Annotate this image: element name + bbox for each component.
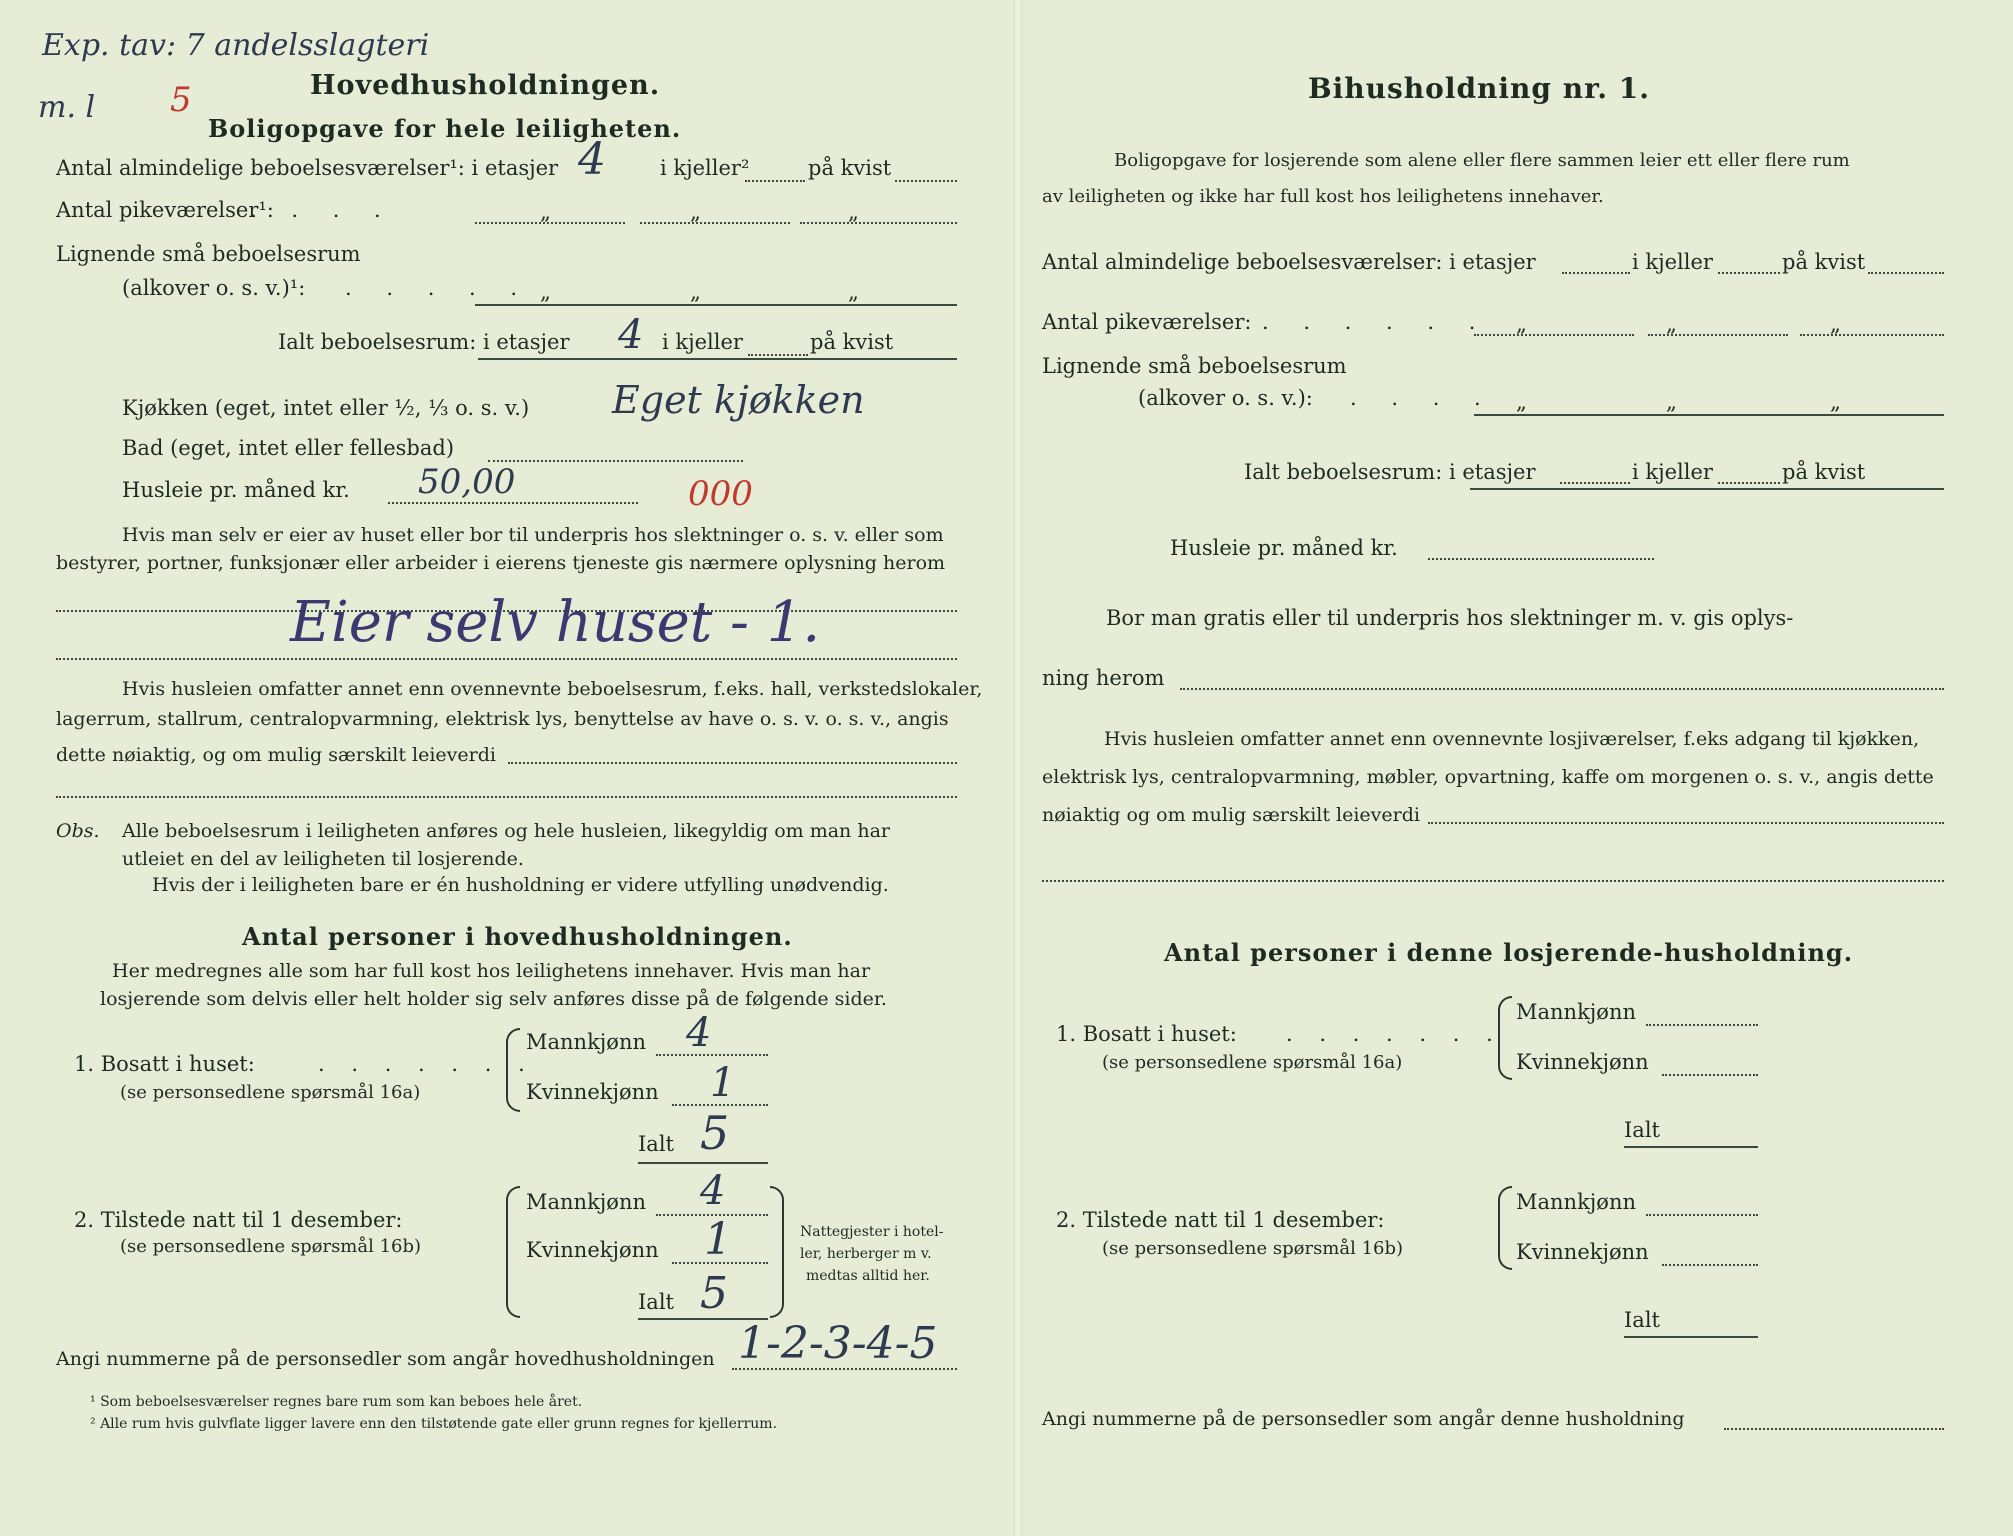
small-ditto-1: „ <box>540 280 551 304</box>
owner-text-2: bestyrer, portner, funksjonær eller arbeider i eierens tjeneste gis nærmere oplysning herom <box>56 552 946 574</box>
q2-label: 2. Tilstede natt til 1 desember: <box>74 1208 403 1232</box>
obs-text-2: utleiet en del av leiligheten til losjerende. <box>122 848 524 870</box>
pike-label: Antal pikeværelser¹: <box>56 198 274 222</box>
total-etasjer-value: 4 <box>618 312 644 358</box>
q1-brace <box>506 1028 520 1112</box>
right-title: Bihusholdning nr. 1. <box>1308 72 1650 105</box>
right-q1-male-label: Mannkjønn <box>1516 1000 1637 1024</box>
page-fold <box>1013 0 1023 1536</box>
right-q2-label: 2. Tilstede natt til 1 desember: <box>1056 1208 1385 1232</box>
numbers-value: 1-2-3-4-5 <box>738 1318 938 1369</box>
q1-ialt-label: Ialt <box>638 1132 674 1156</box>
q1-female-label: Kvinnekjønn <box>526 1080 659 1104</box>
q2-total-value: 5 <box>700 1268 728 1319</box>
rent-label: Husleie pr. måned kr. <box>122 478 350 502</box>
pike-dots: . . . . <box>250 198 395 222</box>
guests-note-2: ler, herberger m v. <box>800 1246 932 1262</box>
q2-brace <box>506 1186 520 1318</box>
kitchen-value: Eget kjøkken <box>612 378 865 422</box>
right-small-ditto-2: „ <box>1666 390 1677 414</box>
pike-kvist-field <box>800 222 957 224</box>
rooms-kvist-label: på kvist <box>808 156 892 180</box>
small-rooms-label: Lignende små beboelsesrum <box>56 242 361 266</box>
right-pike-field-1 <box>1474 334 1634 336</box>
pike-ditto-2: „ <box>690 200 701 224</box>
pike-ditto-1: „ <box>540 200 551 224</box>
right-pike-ditto-2: „ <box>1666 312 1677 336</box>
corner-mark: m. l <box>38 90 96 125</box>
right-rooms-kvist-field <box>1868 272 1944 274</box>
right-q2-ialt-label: Ialt <box>1624 1308 1660 1332</box>
right-intro-2: av leiligheten og ikke har full kost hos leilighetens innehaver. <box>1042 186 1604 207</box>
right-pike-ditto-1: „ <box>1516 312 1527 336</box>
persons-title: Antal personer i hovedhusholdningen. <box>242 922 793 951</box>
right-total-label: Ialt beboelsesrum: i etasjer <box>1244 460 1536 484</box>
pike-kjeller-field <box>640 222 790 224</box>
right-q1-label: 1. Bosatt i huset: <box>1056 1022 1237 1046</box>
q1-label: 1. Bosatt i huset: <box>74 1052 255 1076</box>
extra-text-3: dette nøiaktig, og om mulig særskilt leieverdi <box>56 744 496 766</box>
q1-dots: . . . . . . . <box>318 1052 535 1076</box>
q1-male-label: Mannkjønn <box>526 1030 647 1054</box>
right-rent-field <box>1428 558 1654 560</box>
right-rooms-kvist: på kvist <box>1782 250 1866 274</box>
pike-ditto-3: „ <box>848 200 859 224</box>
extra-text-1: Hvis husleien omfatter annet enn ovennevnte beboelsesrum, f.eks. hall, verkstedslokaler, <box>122 678 983 700</box>
footnote-1: ¹ Som beboelsesværelser regnes bare rum som kan beboes hele året. <box>90 1394 583 1410</box>
right-q2-sub: (se personsedlene spørsmål 16b) <box>1102 1238 1404 1259</box>
q2-female-value: 1 <box>704 1214 732 1265</box>
right-q1-sub: (se personsedlene spørsmål 16a) <box>1102 1052 1403 1073</box>
q2-male-label: Mannkjønn <box>526 1190 647 1214</box>
total-kvist-label: på kvist <box>810 330 894 354</box>
total-rooms-label: Ialt beboelsesrum: i etasjer <box>278 330 570 354</box>
rooms-kvist-field <box>895 180 957 182</box>
rooms-kjeller-field <box>745 180 805 182</box>
guests-note-1: Nattegjester i hotel- <box>800 1224 944 1240</box>
owner-line-2 <box>56 658 957 660</box>
kitchen-label: Kjøkken (eget, intet eller ½, ⅓ o. s. v.) <box>122 396 530 420</box>
q2-male-value: 4 <box>700 1168 726 1214</box>
right-q2-total-line <box>1624 1336 1758 1338</box>
obs-label: Obs. <box>56 820 100 842</box>
right-q1-dots: . . . . . . . <box>1286 1022 1503 1046</box>
right-extra-text-2: elektrisk lys, centralopvarmning, møbler, opvartning, kaffe om morgenen o. s. v., angis dette <box>1042 766 1934 788</box>
right-small-rooms-label: Lignende små beboelsesrum <box>1042 354 1347 378</box>
rooms-kjeller-label: i kjeller² <box>660 156 750 180</box>
right-total-etasjer-field <box>1560 482 1630 484</box>
q2-ialt-label: Ialt <box>638 1290 674 1314</box>
small-rooms-field <box>475 304 957 306</box>
right-rooms-kjeller-field <box>1718 272 1780 274</box>
right-gratis-text-2: ning herom <box>1042 666 1165 690</box>
right-q2-female-label: Kvinnekjønn <box>1516 1240 1649 1264</box>
owner-value: Eier selv huset - 1. <box>290 590 821 655</box>
left-subtitle: Boligopgave for hele leiligheten. <box>208 114 682 143</box>
q1-female-value: 1 <box>710 1060 736 1106</box>
bath-field <box>488 460 743 462</box>
right-extra-text-1: Hvis husleien omfatter annet enn ovennevnte losjiværelser, f.eks adgang til kjøkken, <box>1104 728 1920 750</box>
right-total-kvist: på kvist <box>1782 460 1866 484</box>
right-rooms-kjeller: i kjeller <box>1632 250 1713 274</box>
right-q1-brace <box>1498 996 1512 1080</box>
persons-text-1: Her medregnes alle som har full kost hos leilighetens innehaver. Hvis man har <box>112 960 871 982</box>
right-small-ditto-3: „ <box>1830 390 1841 414</box>
numbers-field <box>732 1368 957 1370</box>
right-numbers-field <box>1724 1428 1944 1430</box>
total-underline <box>478 358 957 360</box>
small-ditto-3: „ <box>848 280 859 304</box>
right-total-kjeller: i kjeller <box>1632 460 1713 484</box>
right-q1-ialt-label: Ialt <box>1624 1118 1660 1142</box>
right-total-underline <box>1470 488 1944 490</box>
right-small-rooms-field <box>1474 414 1944 416</box>
right-q1-female-label: Kvinnekjønn <box>1516 1050 1649 1074</box>
right-small-rooms-sub: (alkover o. s. v.): <box>1138 386 1313 410</box>
extra-text-2: lagerrum, stallrum, centralopvarmning, elektrisk lys, benyttelse av have o. s. v. o. s. v., angis <box>56 708 949 730</box>
small-rooms-sub: (alkover o. s. v.)¹: <box>122 276 306 300</box>
q1-total-line <box>638 1162 768 1164</box>
right-pike-field-3 <box>1800 334 1944 336</box>
right-q2-female-field <box>1662 1264 1758 1266</box>
right-q1-female-field <box>1662 1074 1758 1076</box>
q1-sub: (se personsedlene spørsmål 16a) <box>120 1082 421 1103</box>
right-small-ditto-1: „ <box>1516 390 1527 414</box>
corner-note: Exp. tav: 7 andelsslagteri <box>42 28 430 63</box>
q1-male-value: 4 <box>686 1010 712 1056</box>
persons-text-2: losjerende som delvis eller helt holder sig selv anføres disse på de følgende sider. <box>100 988 887 1010</box>
extra-field-1 <box>508 762 957 764</box>
right-pike-ditto-3: „ <box>1830 312 1841 336</box>
q2-female-field <box>672 1262 768 1264</box>
right-pike-label: Antal pikeværelser: <box>1042 310 1252 334</box>
obs-text-1: Alle beboelsesrum i leiligheten anføres og hele husleien, likegyldig om man har <box>122 820 890 842</box>
right-q2-male-field <box>1646 1214 1758 1216</box>
guests-note-3: medtas alltid her. <box>806 1268 930 1284</box>
owner-text-1: Hvis man selv er eier av huset eller bor til underpris hos slektninger o. s. v. eller som <box>122 524 944 546</box>
right-q1-male-field <box>1646 1024 1758 1026</box>
q1-total-value: 5 <box>700 1106 730 1160</box>
right-rent-label: Husleie pr. måned kr. <box>1170 536 1398 560</box>
q2-sub: (se personsedlene spørsmål 16b) <box>120 1236 422 1257</box>
right-numbers-label: Angi nummerne på de personsedler som angår denne husholdning <box>1042 1408 1685 1430</box>
q1-male-field <box>656 1054 768 1056</box>
small-ditto-2: „ <box>690 280 701 304</box>
rent-red-mark: 000 <box>688 474 753 514</box>
right-q2-brace <box>1498 1186 1512 1270</box>
right-persons-title: Antal personer i denne losjerende-husholdning. <box>1164 938 1854 967</box>
right-extra-text-3: nøiaktig og om mulig særskilt leieverdi <box>1042 804 1420 826</box>
rent-field <box>388 502 638 504</box>
bath-label: Bad (eget, intet eller fellesbad) <box>122 436 455 460</box>
left-title: Hovedhusholdningen. <box>310 70 661 101</box>
footnote-2: ² Alle rum hvis gulvflate ligger lavere enn den tilstøtende gate eller grunn regnes for kjellerrum. <box>90 1416 778 1432</box>
right-rooms-etasjer-field <box>1562 272 1630 274</box>
rooms-etasjer-value: 4 <box>578 134 606 185</box>
q2-right-brace <box>770 1186 784 1318</box>
right-extra-field-2 <box>1042 880 1944 882</box>
q2-female-label: Kvinnekjønn <box>526 1238 659 1262</box>
corner-number: 5 <box>170 80 192 120</box>
numbers-label: Angi nummerne på de personsedler som angår hovedhusholdningen <box>56 1348 715 1370</box>
right-rooms-label: Antal almindelige beboelsesværelser: i etasjer <box>1042 250 1536 274</box>
right-total-kjeller-field <box>1718 482 1780 484</box>
rent-value: 50,00 <box>418 462 516 502</box>
right-gratis-text-1: Bor man gratis eller til underpris hos slektninger m. v. gis oplys- <box>1106 606 1794 630</box>
right-q1-total-line <box>1624 1146 1758 1148</box>
right-q2-male-label: Mannkjønn <box>1516 1190 1637 1214</box>
extra-field-2 <box>56 796 957 798</box>
small-rooms-dots: . . . . . <box>345 276 532 300</box>
right-gratis-field <box>1180 688 1944 690</box>
rooms-label: Antal almindelige beboelsesværelser¹: i etasjer <box>56 156 559 180</box>
obs-text-3: Hvis der i leiligheten bare er én husholdning er videre utfylling unødvendig. <box>152 874 889 896</box>
total-kjeller-field <box>748 354 808 356</box>
right-intro-1: Boligopgave for losjerende som alene eller flere sammen leier ett eller flere rum <box>1114 150 1850 171</box>
right-small-dots: . . . . <box>1350 386 1495 410</box>
total-kjeller-label: i kjeller <box>662 330 743 354</box>
right-extra-field-1 <box>1428 822 1944 824</box>
right-pike-dots: . . . . . . <box>1262 310 1490 334</box>
